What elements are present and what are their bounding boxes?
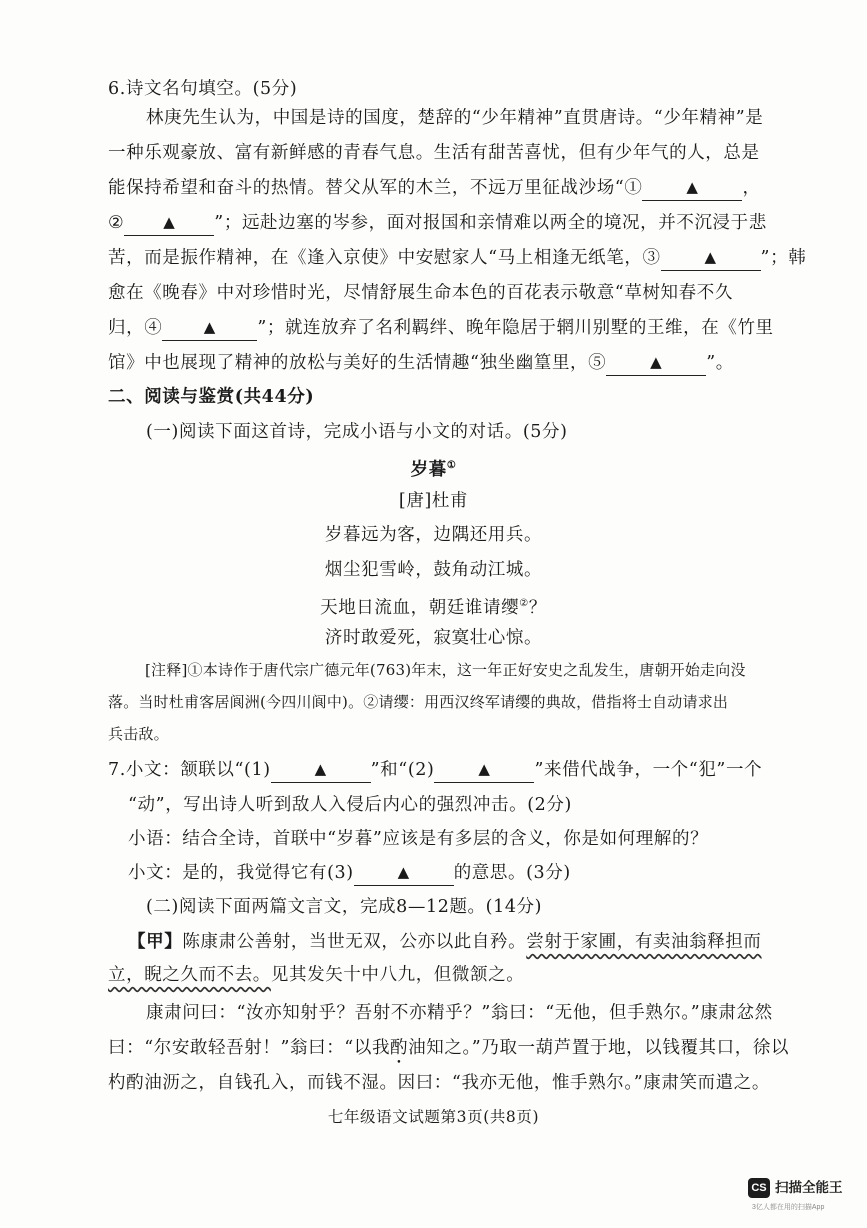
part-2-title: (二)阅读下面两篇文言文，完成8—12题。(14分)	[146, 897, 543, 917]
poem-note: 落。当时杜甫客居阆洲(今四川阆中)。②请缨：用西汉终军请缨的典故，借指将士自动请求出	[108, 693, 729, 711]
poem-line: 济时敢爱死，寂寞壮心惊。	[324, 628, 543, 648]
classical-text-line: 【甲】陈康肃公善射，当世无双，公亦以此自矜。尝射于家圃，有卖油翁释担而	[128, 932, 762, 952]
q7-line: “动”，写出诗人听到敌人入侵后内心的强烈冲击。(2分)	[128, 795, 572, 815]
camscanner-logo-icon: CS	[748, 1178, 770, 1198]
classical-text-line: 曰：“尔安敢轻吾射！”翁曰：“以我酌油知之。”乃取一葫芦置于地，以钱覆其口，徐以	[108, 1038, 790, 1058]
scanner-watermark	[748, 1176, 863, 1226]
poem-author: [唐]杜甫	[398, 491, 469, 511]
answer-blank-q7-1[interactable]	[271, 760, 371, 783]
poem-title: 岁暮①	[410, 459, 457, 480]
section-2-title: 二、阅读与鉴赏(共44分)	[108, 387, 315, 407]
triangle-icon: ▲	[203, 318, 216, 336]
classical-text-line: 康肃问曰：“汝亦知射乎？吾射不亦精乎？”翁曰：“无他，但手熟尔。”康肃忿然	[146, 1003, 773, 1023]
triangle-icon: ▲	[314, 760, 327, 778]
q6-paragraph-line: 林庚先生认为，中国是诗的国度，楚辞的“少年精神”直贯唐诗。“少年精神”是	[146, 108, 764, 128]
q6-paragraph-line: 归，④ ▲ ”；就连放弃了名利羁绊、晚年隐居于辋川别墅的王维，在《竹里	[108, 315, 828, 341]
q7-line: 小语：结合全诗，首联中“岁暮”应该是有多层的含义，你是如何理解的？	[128, 829, 709, 849]
triangle-icon: ▲	[650, 353, 663, 371]
classical-text-line: 立，睨之久而不去。见其发矢十中八九，但微颔之。	[108, 965, 525, 985]
q6-paragraph-line: 苦，而是振作精神，在《逢入京使》中安慰家人“马上相逢无纸笔，③ ▲ ”；韩	[108, 245, 828, 271]
answer-blank-2[interactable]	[124, 213, 214, 236]
brand-slogan: 3亿人都在用的扫描App	[752, 1204, 825, 1211]
page-footer: 七年级语文试题第3页(共8页)	[327, 1108, 540, 1126]
poem-line: 天地日流血，朝廷谁请缨②？	[320, 597, 547, 618]
poem-note: 兵击敌。	[108, 725, 169, 743]
answer-blank-1[interactable]	[642, 178, 742, 201]
answer-blank-3[interactable]	[661, 248, 761, 271]
q6-paragraph-line: ② ▲ ”；远赴边塞的岑参，面对报国和亲情难以两全的境况，并不沉浸于悲	[108, 210, 828, 236]
q6-paragraph-line: 馆》中也展现了精神的放松与美好的生活情趣“独坐幽篁里，⑤ ▲ ”。	[108, 350, 828, 376]
brand-name: 扫描全能王	[775, 1180, 843, 1195]
poem-note: [注释]①本诗作于唐代宗广德元年(763)年末，这一年正好安史之乱发生，唐朝开始走向没	[145, 661, 746, 679]
triangle-icon: ▲	[704, 248, 717, 266]
answer-blank-q7-3[interactable]	[354, 863, 454, 886]
answer-blank-q7-2[interactable]	[434, 760, 534, 783]
q6-title: 6.诗文名句填空。(5分)	[108, 79, 298, 99]
triangle-icon: ▲	[686, 178, 699, 196]
triangle-icon: ▲	[478, 760, 491, 778]
answer-blank-4[interactable]	[162, 318, 257, 341]
answer-blank-5[interactable]	[606, 353, 706, 376]
poem-line: 烟尘犯雪岭，鼓角动江城。	[324, 560, 543, 580]
part-1-title: (一)阅读下面这首诗，完成小语与小文的对话。(5分)	[146, 422, 568, 442]
triangle-icon: ▲	[397, 863, 410, 881]
q6-paragraph-line: 能保持希望和奋斗的热情。替父从军的木兰，不远万里征战沙场“① ▲ ，	[108, 175, 828, 201]
q6-paragraph-line: 一种乐观豪放、富有新鲜感的青春气息。生活有甜苦喜忧，但有少年气的人，总是	[108, 143, 760, 163]
classical-text-line: 杓酌油沥之，自钱孔入，而钱不湿。因曰：“我亦无他，惟手熟尔。”康肃笑而遣之。	[108, 1073, 770, 1093]
q7-line: 7.小文：颔联以“(1) ▲ ”和“(2) ▲ ”来借代战争，一个“犯”一个	[108, 757, 828, 783]
q6-paragraph-line: 愈在《晚春》中对珍惜时光，尽情舒展生命本色的百花表示敬意“草树知春不久	[108, 283, 733, 303]
q7-line: 小文：是的，我觉得它有(3) ▲ 的意思。(3分)	[128, 860, 848, 886]
poem-line: 岁暮远为客，边隅还用兵。	[324, 525, 543, 545]
triangle-icon: ▲	[163, 213, 176, 231]
